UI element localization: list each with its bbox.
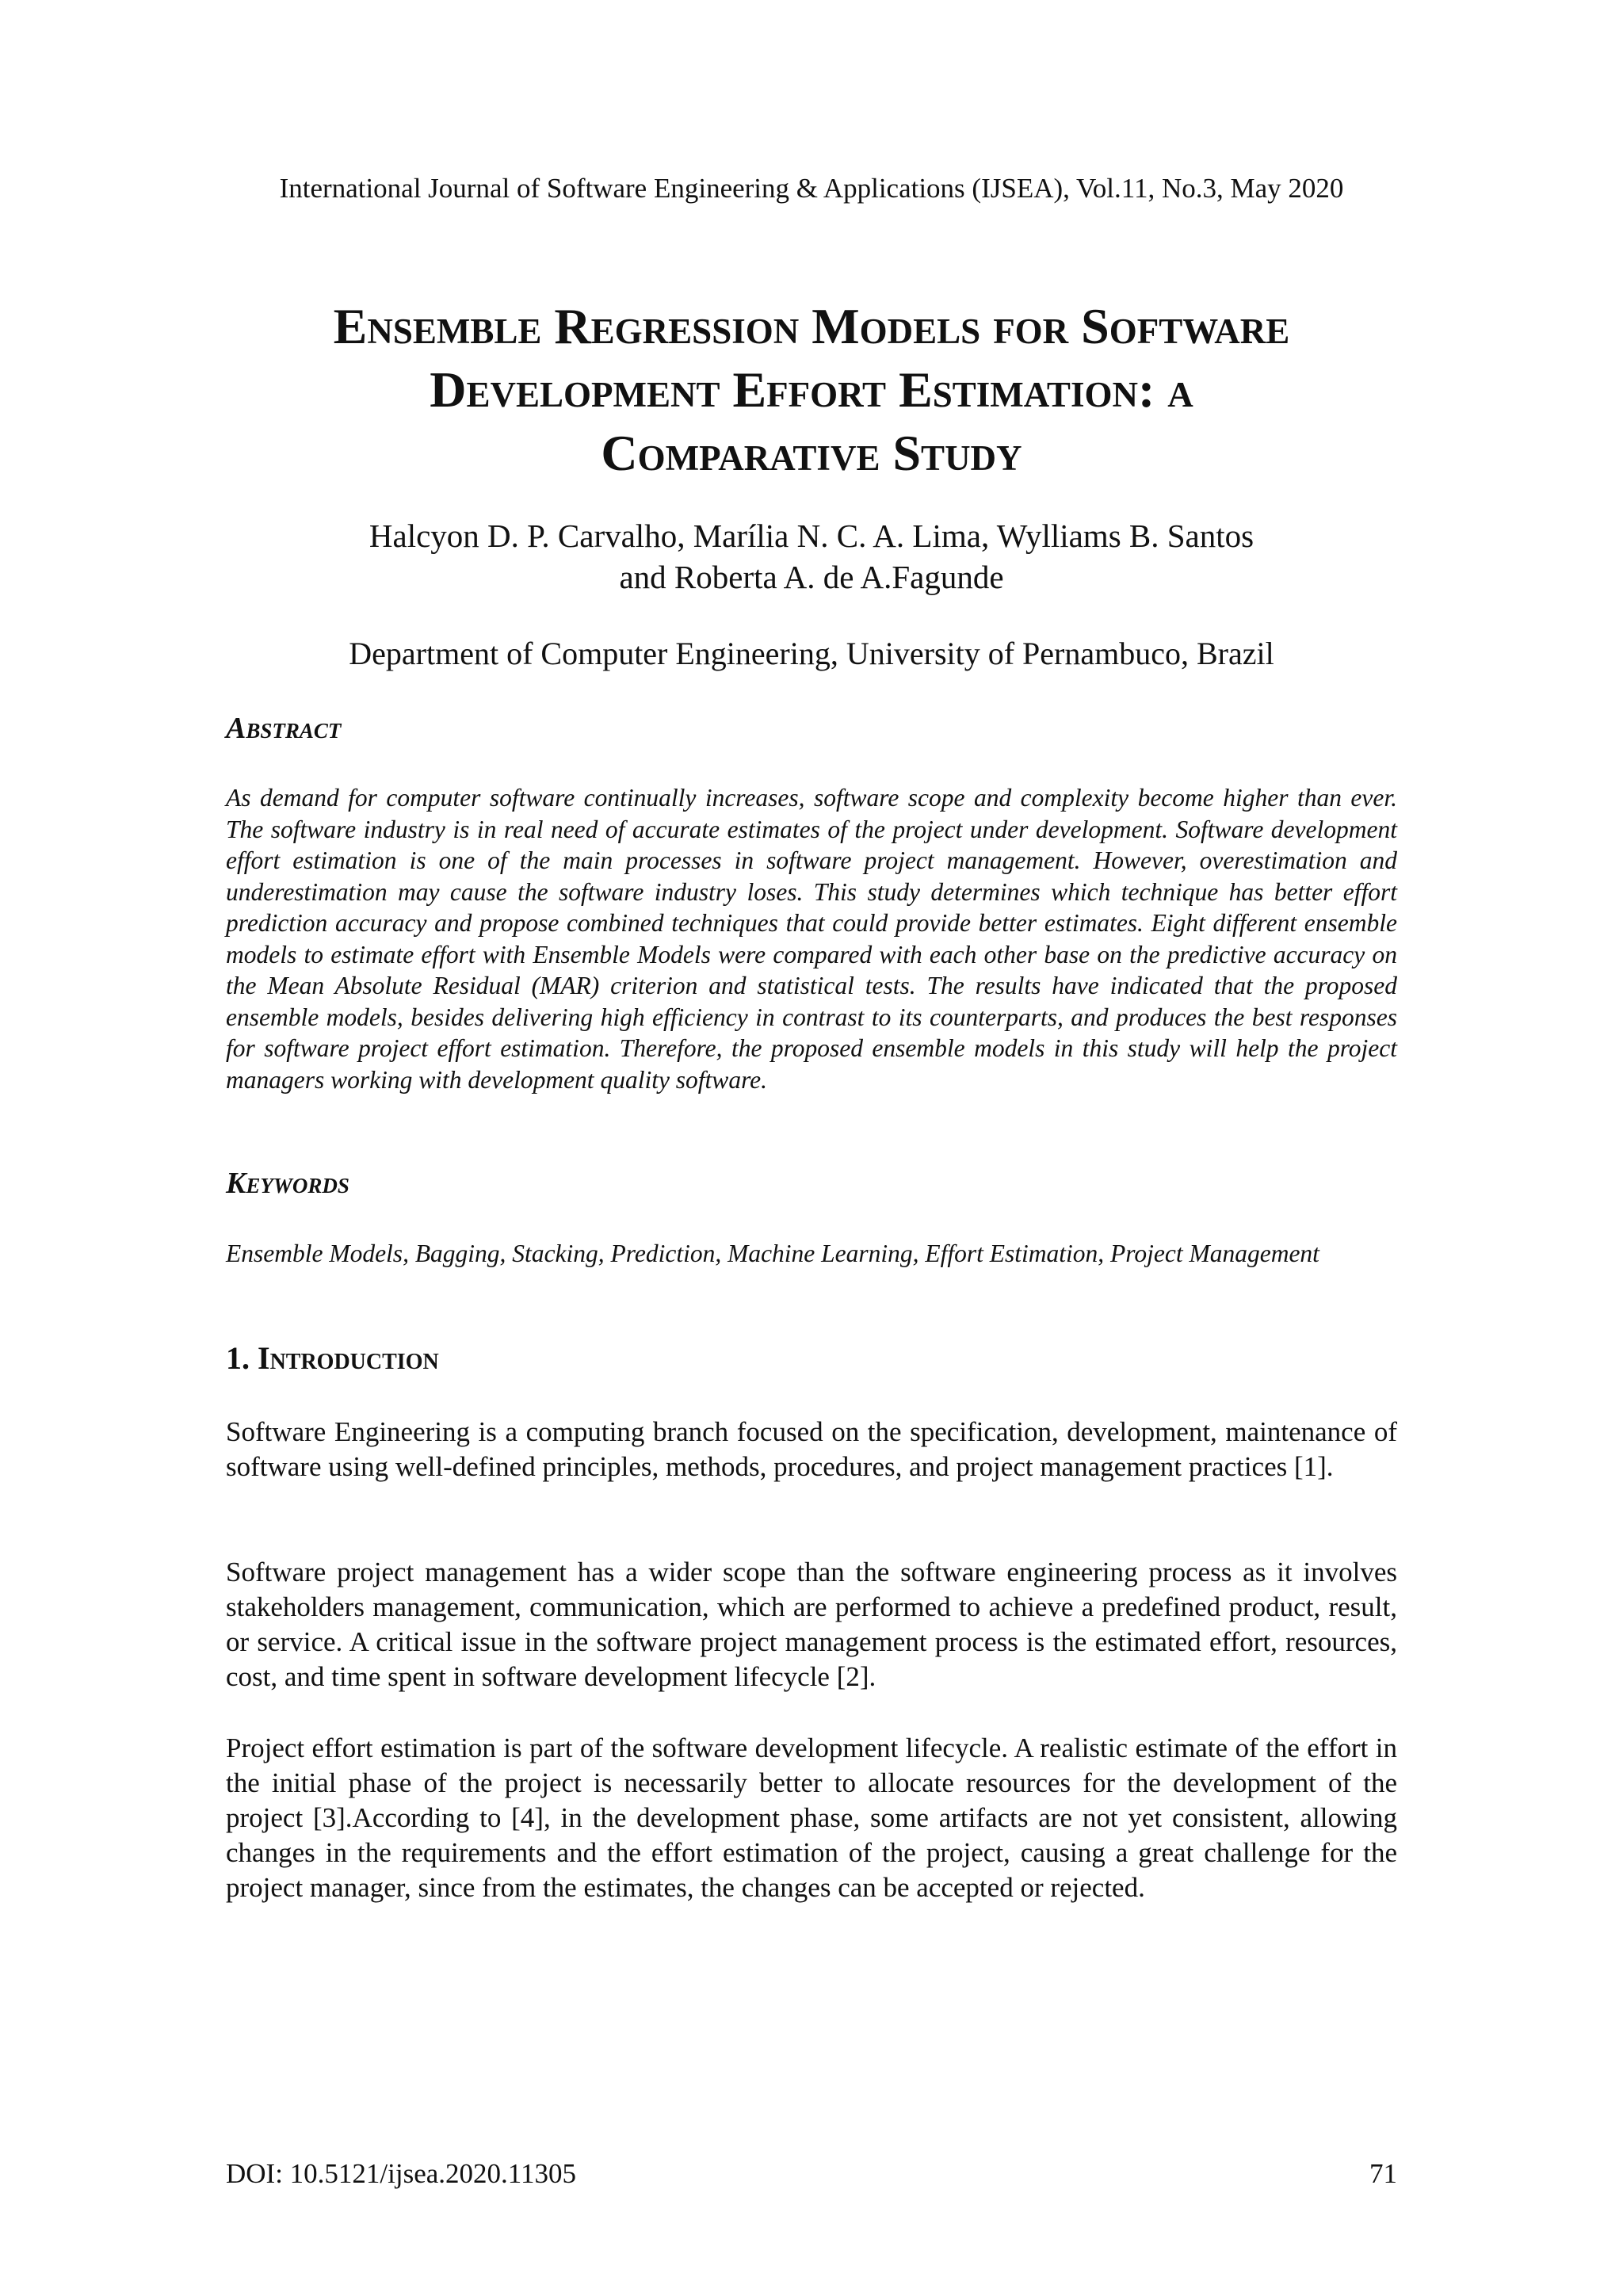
affiliation: Department of Computer Engineering, University of Pernambuco, Brazil (349, 636, 1274, 671)
introduction-heading: 1. Introduction (226, 1340, 439, 1376)
title-line-2: Development Effort Estimation: a (430, 361, 1193, 418)
keywords-heading: Keywords (226, 1167, 349, 1200)
introduction-paragraph-1: Software Engineering is a computing branch focused on the specification, development, maintenance of software using well-defined principles, methods, procedures, and project management practices [1]. (226, 1416, 1397, 1482)
authors-line-2: and Roberta A. de A.Fagunde (619, 559, 1004, 595)
authors (238, 515, 1385, 598)
running-header: International Journal of Software Engineering & Applications (IJSEA), Vol.11, No.3, May 2020 (279, 173, 1344, 204)
footer-doi: DOI: 10.5121/ijsea.2020.11305 (226, 2158, 576, 2189)
introduction-paragraph-2: Software project management has a wider scope than the software engineering process as it involves stakeholders management, communication, which are performed to achieve a predefined product, result, or service. A critical issue in the software project management process is the estimated effort, resources, cost, and time spent in software development lifecycle [2]. (226, 1557, 1397, 1692)
title-line-1: Ensemble Regression Models for Software (333, 298, 1290, 354)
authors-line-1: Halcyon D. P. Carvalho, Marília N. C. A. Lima, Wylliams B. Santos (369, 518, 1254, 554)
paper-title (198, 295, 1425, 485)
page-number: 71 (1369, 2158, 1397, 2189)
keywords-text: Ensemble Models, Bagging, Stacking, Prediction, Machine Learning, Effort Estimation, Project Management (226, 1240, 1319, 1267)
title-line-3: Comparative Study (601, 425, 1022, 481)
abstract-text: As demand for computer software continually increases, software scope and complexity become higher than ever. The software industry is in real need of accurate estimates of the project under development. Software development effort estimation is one of the main processes in software project management. However, overestimation and underestimation may cause the software industry loses. This study determines which technique has better effort prediction accuracy and propose combined techniques that could provide better estimates. Eight different ensemble models to estimate effort with Ensemble Models were compared with each other base on the predictive accuracy on the Mean Absolute Residual (MAR) criterion and statistical tests. The results have indicated that the proposed ensemble models, besides delivering high efficiency in contrast to its counterparts, and produces the best responses for software project effort estimation. Therefore, the proposed ensemble models in this study will help the project managers working with development quality software. (226, 784, 1397, 1094)
abstract-heading: Abstract (226, 712, 342, 745)
introduction-paragraph-3: Project effort estimation is part of the software development lifecycle. A realistic estimate of the effort in the initial phase of the project is necessarily better to allocate resources for the development of the project [3].According to [4], in the development phase, some artifacts are not yet consistent, allowing changes in the requirements and the effort estimation of the project, causing a great challenge for the project manager, since from the estimates, the changes can be accepted or rejected. (226, 1733, 1397, 1903)
